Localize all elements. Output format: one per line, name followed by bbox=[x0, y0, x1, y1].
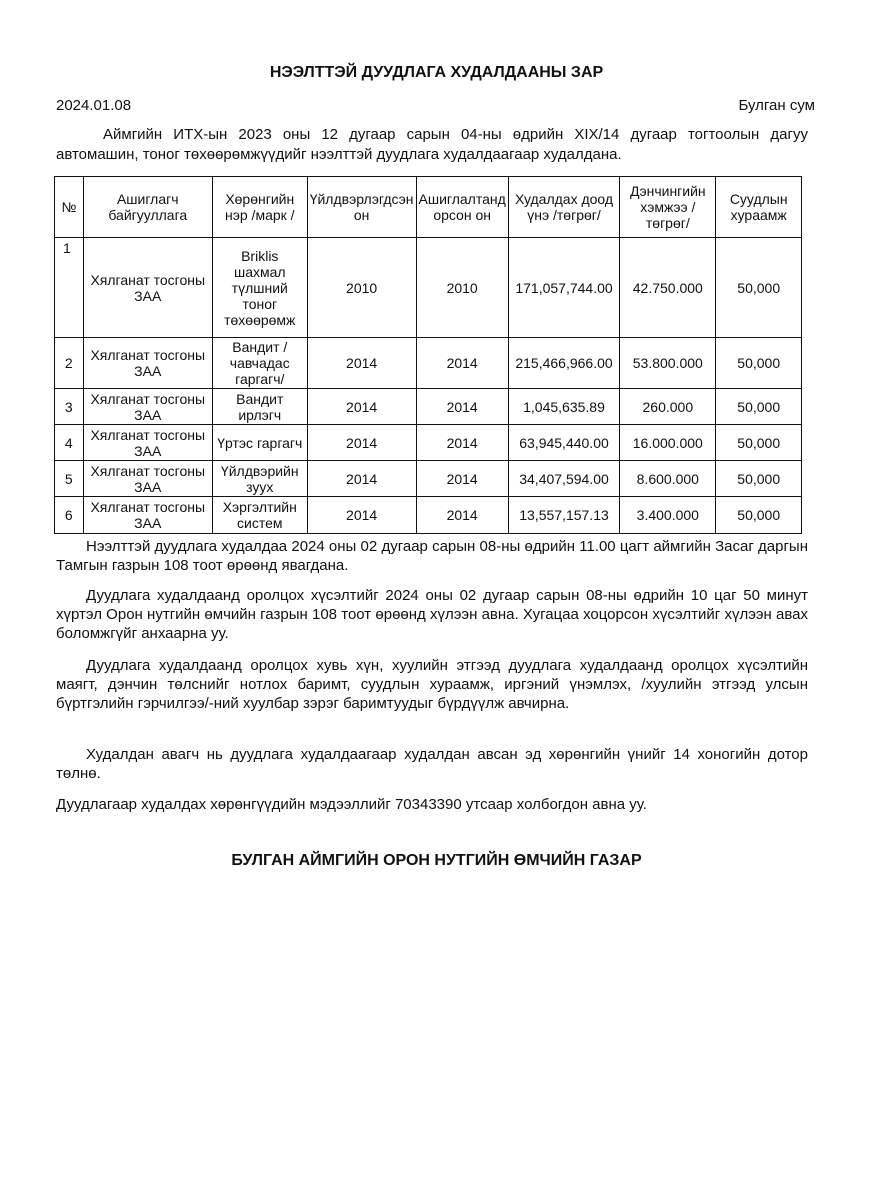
cell-price: 1,045,635.89 bbox=[508, 389, 619, 425]
cell-price: 215,466,966.00 bbox=[508, 338, 619, 389]
cell-made: 2014 bbox=[307, 425, 416, 461]
col-header-asset: Хөрөнгийн нэр /марк / bbox=[212, 177, 307, 238]
cell-deposit: 260.000 bbox=[620, 389, 716, 425]
col-header-fee: Суудлын хураамж bbox=[716, 177, 802, 238]
cell-no: 1 bbox=[55, 238, 84, 338]
cell-deposit: 16.000.000 bbox=[620, 425, 716, 461]
cell-made: 2014 bbox=[307, 338, 416, 389]
auction-time-paragraph: Нээлттэй дуудлага худалдаа 2024 оны 02 дугаар сарын 08-ны өдрийн 11.00 цагт аймгийн Засаг даргын Тамгын газрын 108 тоот өрөөнд явагдана. bbox=[56, 538, 808, 574]
cell-used: 2010 bbox=[416, 238, 508, 338]
cell-fee: 50,000 bbox=[716, 238, 802, 338]
document-date: 2024.01.08 bbox=[56, 97, 132, 114]
auction-items-table bbox=[54, 176, 802, 534]
intro-paragraph: Аймгийн ИТХ-ын 2023 оны 12 дугаар сарын 04-ны өдрийн XIX/14 дугаар тогтоолын дагуу автомашин, тоног төхөөрөмжүүдийг нээлттэй дуудлага худалдаагаар худалдана. bbox=[56, 126, 808, 163]
payment-terms-paragraph: Худалдан авагч нь дуудлага худалдаагаар худалдан авсан эд хөрөнгийн үнийг 14 хоногийн дотор төлнө. bbox=[56, 746, 808, 782]
cell-fee: 50,000 bbox=[716, 338, 802, 389]
cell-made: 2014 bbox=[307, 497, 416, 534]
col-header-org: Ашиглагч байгууллага bbox=[83, 177, 212, 238]
cell-deposit: 8.600.000 bbox=[620, 461, 716, 497]
table-row bbox=[55, 338, 802, 389]
cell-fee: 50,000 bbox=[716, 389, 802, 425]
table-row bbox=[55, 389, 802, 425]
cell-org: Хялганат тосгоны ЗАА bbox=[83, 389, 212, 425]
col-header-deposit: Дэнчингийн хэмжээ /төгрөг/ bbox=[620, 177, 716, 238]
cell-deposit: 53.800.000 bbox=[620, 338, 716, 389]
table-row bbox=[55, 425, 802, 461]
table-row bbox=[55, 461, 802, 497]
col-header-no: № bbox=[55, 177, 84, 238]
cell-org: Хялганат тосгоны ЗАА bbox=[83, 461, 212, 497]
cell-made: 2014 bbox=[307, 461, 416, 497]
cell-fee: 50,000 bbox=[716, 461, 802, 497]
col-header-price: Худалдах доод үнэ /төгрөг/ bbox=[508, 177, 619, 238]
cell-asset: Вандит ирлэгч bbox=[212, 389, 307, 425]
cell-fee: 50,000 bbox=[716, 425, 802, 461]
issuing-authority: БУЛГАН АЙМГИЙН ОРОН НУТГИЙН ӨМЧИЙН ГАЗАР bbox=[231, 852, 642, 869]
cell-used: 2014 bbox=[416, 338, 508, 389]
cell-org: Хялганат тосгоны ЗАА bbox=[83, 497, 212, 534]
cell-no: 3 bbox=[55, 389, 84, 425]
cell-no: 2 bbox=[55, 338, 84, 389]
table-row bbox=[55, 497, 802, 534]
cell-deposit: 3.400.000 bbox=[620, 497, 716, 534]
table-header-row bbox=[55, 177, 802, 238]
cell-used: 2014 bbox=[416, 389, 508, 425]
cell-asset: Briklis шахмал түлшний тоног төхөөрөмж bbox=[212, 238, 307, 338]
cell-asset: Хэргэлтийн систем bbox=[212, 497, 307, 534]
cell-price: 171,057,744.00 bbox=[508, 238, 619, 338]
cell-made: 2010 bbox=[307, 238, 416, 338]
cell-price: 63,945,440.00 bbox=[508, 425, 619, 461]
cell-used: 2014 bbox=[416, 497, 508, 534]
cell-used: 2014 bbox=[416, 425, 508, 461]
col-header-used: Ашиглалтанд орсон он bbox=[416, 177, 508, 238]
contact-paragraph: Дуудлагаар худалдах хөрөнгүүдийн мэдээллийг 70343390 утсаар холбогдон авна уу. bbox=[56, 796, 647, 813]
cell-asset: Вандит /чавчадас гаргагч/ bbox=[212, 338, 307, 389]
document-place: Булган сум bbox=[738, 97, 815, 114]
required-documents-paragraph: Дуудлага худалдаанд оролцох хувь хүн, хуулийн этгээд дуудлага худалдаанд оролцох хүсэлтийн маягт, дэнчин төлснийг нотлох баримт, суудлын хураамж, иргэний үнэмлэх, /хуулийн этгээд улсын бүртгэлийн гэрчилгээ/-ний хуулбар зэрэг баримтуудыг бүрдүүлж авчирна. bbox=[56, 657, 808, 712]
cell-asset: Үйлдвэрийн зуух bbox=[212, 461, 307, 497]
cell-org: Хялганат тосгоны ЗАА bbox=[83, 238, 212, 338]
cell-price: 34,407,594.00 bbox=[508, 461, 619, 497]
cell-price: 13,557,157.13 bbox=[508, 497, 619, 534]
cell-no: 6 bbox=[55, 497, 84, 534]
cell-made: 2014 bbox=[307, 389, 416, 425]
cell-no: 5 bbox=[55, 461, 84, 497]
cell-org: Хялганат тосгоны ЗАА bbox=[83, 425, 212, 461]
cell-org: Хялганат тосгоны ЗАА bbox=[83, 338, 212, 389]
col-header-made: Үйлдвэрлэгдсэн он bbox=[307, 177, 416, 238]
cell-fee: 50,000 bbox=[716, 497, 802, 534]
cell-deposit: 42.750.000 bbox=[620, 238, 716, 338]
cell-asset: Үртэс гаргагч bbox=[212, 425, 307, 461]
application-deadline-paragraph: Дуудлага худалдаанд оролцох хүсэлтийг 2024 оны 02 дугаар сарын 08-ны өдрийн 10 цаг 50 минут хүртэл Орон нутгийн өмчийн газрын 108 тоот өрөөнд хүлээн авна. Хугацаа хоцорсон хүсэлтийг хүлээн авах боломжгүйг анхаарна уу. bbox=[56, 587, 808, 642]
document-title: НЭЭЛТТЭЙ ДУУДЛАГА ХУДАЛДААНЫ ЗАР bbox=[269, 64, 604, 81]
cell-no: 4 bbox=[55, 425, 84, 461]
table-row bbox=[55, 238, 802, 338]
cell-used: 2014 bbox=[416, 461, 508, 497]
